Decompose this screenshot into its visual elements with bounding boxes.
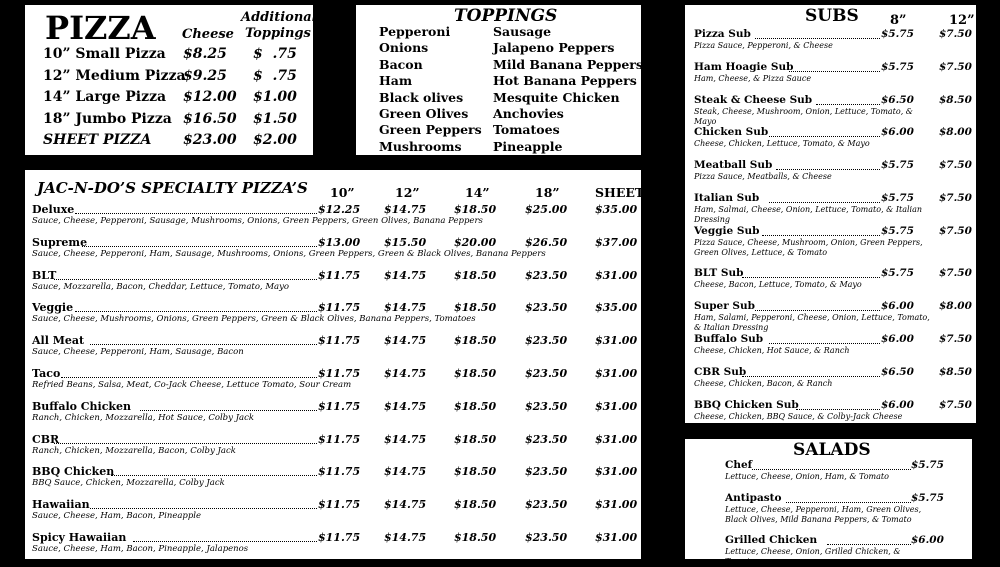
specialty-size-header: 14” — [465, 185, 490, 200]
specialty-item-desc: Sauce, Cheese, Mushrooms, Onions, Green Peppers, Green & Black Olives, Banana Peppers, Tomatoes — [32, 314, 476, 325]
specialty-item-price: $31.00 — [595, 465, 638, 479]
specialty-item-price: $35.00 — [595, 203, 638, 216]
sub-item-desc: Ham, Salami, Pepperoni, Cheese, Onion, Lettuce, Tomato, & Italian Dressing — [694, 313, 930, 332]
sub-item-name: Chicken Sub — [694, 126, 769, 138]
topping-item: Mesquite Chicken — [493, 89, 620, 105]
sub-item-price-12: $7.50 — [939, 267, 972, 279]
sub-item-name: Buffalo Sub — [694, 333, 764, 345]
pizza-panel — [22, 2, 316, 158]
specialty-item-price: $31.00 — [595, 367, 638, 380]
topping-item: Black olives — [379, 89, 464, 105]
sub-leader — [742, 376, 880, 377]
specialty-size-header: 10” — [330, 185, 355, 200]
specialty-item-desc: Sauce, Cheese, Pepperoni, Ham, Sausage, Bacon — [32, 347, 244, 358]
specialty-item-price: $23.50 — [525, 465, 568, 479]
pizza-row-cheese-price: $9.25 — [183, 67, 227, 84]
pizza-row-cheese-price: $16.50 — [183, 110, 237, 127]
sub-leader — [776, 169, 880, 170]
sub-leader — [742, 277, 880, 278]
specialty-item-price: $14.75 — [384, 334, 427, 348]
specialty-item-price: $11.75 — [318, 498, 361, 512]
sub-item-price-8: $5.75 — [881, 28, 914, 40]
salad-item-price: $5.75 — [911, 459, 944, 471]
salad-item-name: Chef — [725, 459, 753, 471]
sub-item-desc: Cheese, Chicken, BBQ Sauce, & Colby-Jack Cheese — [694, 412, 903, 421]
specialty-item-price: $23.50 — [525, 531, 568, 544]
subs-panel — [682, 2, 979, 426]
pizza-row-topping-price: $1.00 — [253, 89, 297, 105]
specialty-item-price: $11.75 — [318, 531, 361, 544]
sub-leader — [816, 104, 880, 105]
specialty-item-price: $11.75 — [318, 301, 361, 315]
salad-leader — [752, 469, 911, 470]
sub-item-desc: Cheese, Bacon, Lettuce, Tomato, & Mayo — [694, 280, 862, 289]
sub-item-price-8: $5.75 — [881, 61, 914, 73]
sub-item-desc: Cheese, Chicken, Bacon, & Ranch — [694, 379, 833, 388]
sub-item-price-8: $6.00 — [881, 333, 914, 345]
sub-leader — [769, 343, 880, 344]
pizza-row-topping-price: $2.00 — [253, 132, 297, 148]
sub-item-price-12: $7.50 — [939, 225, 972, 237]
toppings-title: TOPPINGS — [454, 6, 558, 26]
specialty-item-price: $31.00 — [595, 432, 638, 446]
sub-item-price-12: $8.50 — [939, 94, 972, 106]
specialty-item-price: $15.50 — [384, 235, 427, 249]
sub-item-name: Ham Hoagie Sub — [694, 61, 794, 73]
specialty-leader — [133, 541, 317, 542]
specialty-leader — [90, 344, 317, 345]
topping-item: Green Olives — [379, 106, 469, 121]
specialty-item-price: $23.50 — [525, 334, 568, 348]
salad-item-desc: Lettuce, Cheese, Onion, Grilled Chicken, & Tomato — [725, 547, 901, 566]
sub-item-name: Italian Sub — [694, 192, 760, 204]
pizza-row-name: 18” Jumbo Pizza — [43, 110, 172, 127]
specialty-item-name: Buffalo Chicken — [32, 399, 132, 413]
specialty-item-name: BBQ Chicken — [32, 465, 115, 479]
pizza-row-name: 12” Medium Pizza — [43, 67, 186, 84]
sub-item-price-8: $5.75 — [881, 267, 914, 279]
sub-item-name: Meatball Sub — [694, 159, 773, 171]
specialty-item-price: $31.00 — [595, 334, 638, 348]
specialty-title: JAC-N-DO’S SPECIALTY PIZZA’S — [37, 179, 308, 197]
subs-header-8: 8” — [890, 13, 907, 28]
specialty-leader — [75, 213, 317, 214]
sub-item-price-12: $7.50 — [939, 192, 972, 204]
salad-leader — [827, 544, 911, 545]
specialty-item-price: $18.50 — [454, 432, 497, 446]
pizza-row-topping-price: $1.50 — [253, 110, 297, 127]
sub-item-desc: Cheese, Chicken, Hot Sauce, & Ranch — [694, 346, 850, 355]
specialty-item-price: $18.50 — [454, 203, 497, 216]
specialty-leader — [54, 279, 317, 280]
specialty-size-header: 12” — [395, 185, 420, 200]
sub-item-name: Super Sub — [694, 300, 755, 312]
sub-item-price-12: $8.00 — [939, 126, 972, 138]
pizza-row-topping-price: $ .75 — [253, 67, 297, 84]
specialty-item-price: $23.50 — [525, 399, 568, 413]
pizza-row-cheese-price: $12.00 — [183, 89, 237, 105]
sub-item-desc: Cheese, Chicken, Lettuce, Tomato, & Mayo — [694, 139, 870, 148]
salad-item-desc: Lettuce, Cheese, Pepperoni, Ham, Green Olives, Black Olives, Mild Banana Peppers, & Tomato — [725, 505, 922, 524]
specialty-item-name: Supreme — [32, 235, 88, 249]
topping-item: Sausage — [493, 24, 552, 39]
specialty-item-price: $23.50 — [525, 432, 568, 446]
topping-item: Mushrooms — [379, 138, 462, 154]
pizza-row-name: SHEET PIZZA — [43, 132, 152, 148]
sub-leader — [755, 310, 880, 311]
pizza-col-additional: Additional — [241, 10, 317, 25]
specialty-item-price: $11.75 — [318, 399, 361, 413]
salad-item-name: Antipasto — [725, 492, 782, 504]
sub-leader — [796, 409, 880, 410]
sub-item-name: Steak & Cheese Sub — [694, 94, 813, 106]
specialty-item-price: $35.00 — [595, 301, 638, 315]
specialty-item-price: $26.50 — [525, 235, 568, 249]
sub-item-price-12: $7.50 — [939, 159, 972, 171]
sub-item-price-8: $5.75 — [881, 159, 914, 171]
pizza-title: PIZZA — [45, 9, 156, 47]
specialty-item-price: $25.00 — [525, 203, 568, 216]
specialty-item-price: $18.50 — [454, 465, 497, 479]
specialty-item-price: $23.50 — [525, 301, 568, 315]
topping-item: Jalapeno Peppers — [493, 40, 615, 56]
sub-item-name: BLT Sub — [694, 267, 744, 279]
specialty-item-price: $14.75 — [384, 531, 427, 544]
salads-title: SALADS — [793, 440, 871, 460]
specialty-item-desc: Refried Beans, Salsa, Meat, Co-Jack Cheese, Lettuce Tomato, Sour Cream — [32, 380, 352, 390]
specialty-item-price: $12.25 — [318, 203, 361, 216]
pizza-row-name: 14” Large Pizza — [43, 89, 167, 105]
specialty-item-price: $23.50 — [525, 367, 568, 380]
specialty-item-price: $14.75 — [384, 399, 427, 413]
sub-leader — [769, 136, 880, 137]
sub-item-desc: Pizza Sauce, Meatballs, & Cheese — [694, 172, 832, 181]
specialty-item-price: $11.75 — [318, 334, 361, 348]
sub-item-desc: Ham, Salmai, Cheese, Onion, Lettuce, Tomato, & Italian Dressing — [694, 205, 922, 224]
topping-item: Bacon — [379, 56, 423, 72]
sub-item-name: CBR Sub — [694, 366, 747, 378]
sub-item-desc: Ham, Cheese, & Pizza Sauce — [694, 74, 812, 83]
topping-item: Onions — [379, 40, 429, 56]
sub-leader — [769, 202, 880, 203]
specialty-item-price: $18.50 — [454, 531, 497, 544]
sub-item-price-12: $8.00 — [939, 300, 972, 312]
sub-leader — [789, 71, 880, 72]
specialty-item-price: $14.75 — [384, 465, 427, 479]
specialty-item-price: $31.00 — [595, 268, 638, 282]
specialty-item-price: $18.50 — [454, 498, 497, 512]
sub-item-price-8: $6.00 — [881, 126, 914, 138]
sub-item-price-12: $7.50 — [939, 28, 972, 40]
specialty-item-name: Taco — [32, 367, 61, 380]
specialty-leader — [140, 410, 317, 411]
specialty-item-price: $14.75 — [384, 432, 427, 446]
specialty-leader — [54, 443, 317, 444]
specialty-item-price: $37.00 — [595, 235, 638, 249]
sub-item-price-8: $6.00 — [881, 399, 914, 411]
specialty-item-desc: Sauce, Cheese, Pepperoni, Sausage, Mushrooms, Onions, Green Peppers, Green Olives, Banana Peppers — [32, 216, 483, 226]
sub-item-desc: Pizza Sauce, Cheese, Mushroom, Onion, Green Peppers, Green Olives, Lettuce, & Tomato — [694, 238, 923, 257]
specialty-item-price: $11.75 — [318, 432, 361, 446]
specialty-item-price: $31.00 — [595, 498, 638, 512]
salads-panel — [682, 436, 975, 566]
subs-title: SUBS — [805, 6, 859, 26]
specialty-item-price: $11.75 — [318, 268, 361, 282]
specialty-item-name: Deluxe — [32, 203, 75, 216]
sub-item-name: Veggie Sub — [694, 225, 760, 237]
sub-item-name: Pizza Sub — [694, 28, 751, 40]
sub-leader — [755, 38, 880, 39]
sub-item-desc: Pizza Sauce, Pepperoni, & Cheese — [694, 41, 833, 50]
toppings-panel — [353, 2, 644, 158]
specialty-item-price: $13.00 — [318, 235, 361, 249]
topping-item: Pepperoni — [379, 24, 451, 39]
specialty-item-name: Spicy Hawaiian — [32, 531, 127, 544]
specialty-size-header: 18” — [535, 185, 560, 200]
specialty-item-desc: Ranch, Chicken, Mozzarella, Hot Sauce, Colby Jack — [32, 412, 255, 423]
salad-item-price: $5.75 — [911, 492, 944, 504]
sub-item-price-8: $6.00 — [881, 300, 914, 312]
specialty-item-price: $14.75 — [384, 203, 427, 216]
specialty-leader — [75, 311, 317, 312]
subs-header-12: 12” — [949, 13, 975, 28]
sub-item-name: BBQ Chicken Sub — [694, 399, 799, 411]
specialty-item-price: $14.75 — [384, 498, 427, 512]
specialty-item-price: $18.50 — [454, 334, 497, 348]
specialty-item-price: $14.75 — [384, 367, 427, 380]
sub-item-price-12: $7.50 — [939, 399, 972, 411]
salad-item-desc: Lettuce, Cheese, Onion, Ham, & Tomato — [725, 472, 889, 481]
sub-item-price-8: $5.75 — [881, 192, 914, 204]
specialty-item-desc: Sauce, Cheese, Pepperoni, Ham, Sausage, Mushrooms, Onions, Green Peppers, Green & Black Olives, Banana Peppers — [32, 248, 546, 259]
sub-leader — [762, 235, 880, 236]
specialty-item-price: $14.75 — [384, 268, 427, 282]
pizza-row-cheese-price: $8.25 — [183, 46, 227, 62]
specialty-item-desc: BBQ Sauce, Chicken, Mozzarella, Colby Jack — [32, 478, 225, 489]
pizza-col-toppings: Toppings — [245, 26, 311, 41]
specialty-size-header: SHEET — [595, 185, 645, 200]
topping-item: Hot Banana Peppers — [493, 73, 637, 89]
specialty-item-name: Hawaiian — [32, 498, 90, 512]
sub-item-price-12: $7.50 — [939, 333, 972, 345]
specialty-item-price: $11.75 — [318, 367, 361, 380]
specialty-item-price: $18.50 — [454, 367, 497, 380]
specialty-leader — [61, 377, 317, 378]
specialty-item-name: CBR — [32, 432, 60, 446]
specialty-item-price: $18.50 — [454, 268, 497, 282]
specialty-leader — [90, 508, 317, 509]
specialty-item-price: $31.00 — [595, 399, 638, 413]
specialty-item-name: All Meat — [32, 334, 85, 348]
specialty-leader — [82, 246, 317, 247]
sub-item-desc: Steak, Cheese, Mushroom, Onion, Lettuce, Tomato, & Mayo — [694, 107, 913, 126]
pizza-row-topping-price: $ .75 — [253, 46, 297, 62]
topping-item: Anchovies — [493, 106, 564, 121]
topping-item: Green Peppers — [379, 122, 482, 138]
specialty-item-desc: Sauce, Cheese, Ham, Bacon, Pineapple, Jalapenos — [32, 544, 249, 554]
specialty-item-price: $31.00 — [595, 531, 638, 544]
specialty-item-name: BLT — [32, 268, 57, 282]
sub-item-price-12: $7.50 — [939, 61, 972, 73]
specialty-item-price: $23.50 — [525, 268, 568, 282]
specialty-item-price: $18.50 — [454, 399, 497, 413]
specialty-item-name: Veggie — [32, 301, 74, 315]
specialty-item-price: $20.00 — [454, 235, 497, 249]
topping-item: Pineapple — [493, 138, 563, 154]
pizza-row-name: 10” Small Pizza — [43, 46, 166, 62]
specialty-item-price: $18.50 — [454, 301, 497, 315]
sub-item-price-12: $8.50 — [939, 366, 972, 378]
specialty-item-desc: Sauce, Mozzarella, Bacon, Cheddar, Lettuce, Tomato, Mayo — [32, 281, 290, 292]
topping-item: Tomatoes — [493, 122, 560, 138]
sub-item-price-8: $6.50 — [881, 94, 914, 106]
pizza-row-cheese-price: $23.00 — [183, 132, 237, 148]
specialty-item-desc: Sauce, Cheese, Ham, Bacon, Pineapple — [32, 511, 202, 522]
specialty-item-price: $23.50 — [525, 498, 568, 512]
specialty-leader — [111, 475, 317, 476]
specialty-item-price: $11.75 — [318, 465, 361, 479]
topping-item: Ham — [379, 73, 413, 89]
sub-item-price-8: $5.75 — [881, 225, 914, 237]
salad-leader — [786, 502, 911, 503]
specialty-panel — [22, 167, 644, 562]
sub-item-price-8: $6.50 — [881, 366, 914, 378]
salad-item-price: $6.00 — [911, 534, 944, 546]
salad-item-name: Grilled Chicken — [725, 534, 818, 546]
topping-item: Mild Banana Peppers — [493, 56, 643, 72]
pizza-col-cheese: Cheese — [182, 27, 234, 42]
specialty-item-desc: Ranch, Chicken, Mozzarella, Bacon, Colby Jack — [32, 445, 236, 456]
specialty-item-price: $14.75 — [384, 301, 427, 315]
